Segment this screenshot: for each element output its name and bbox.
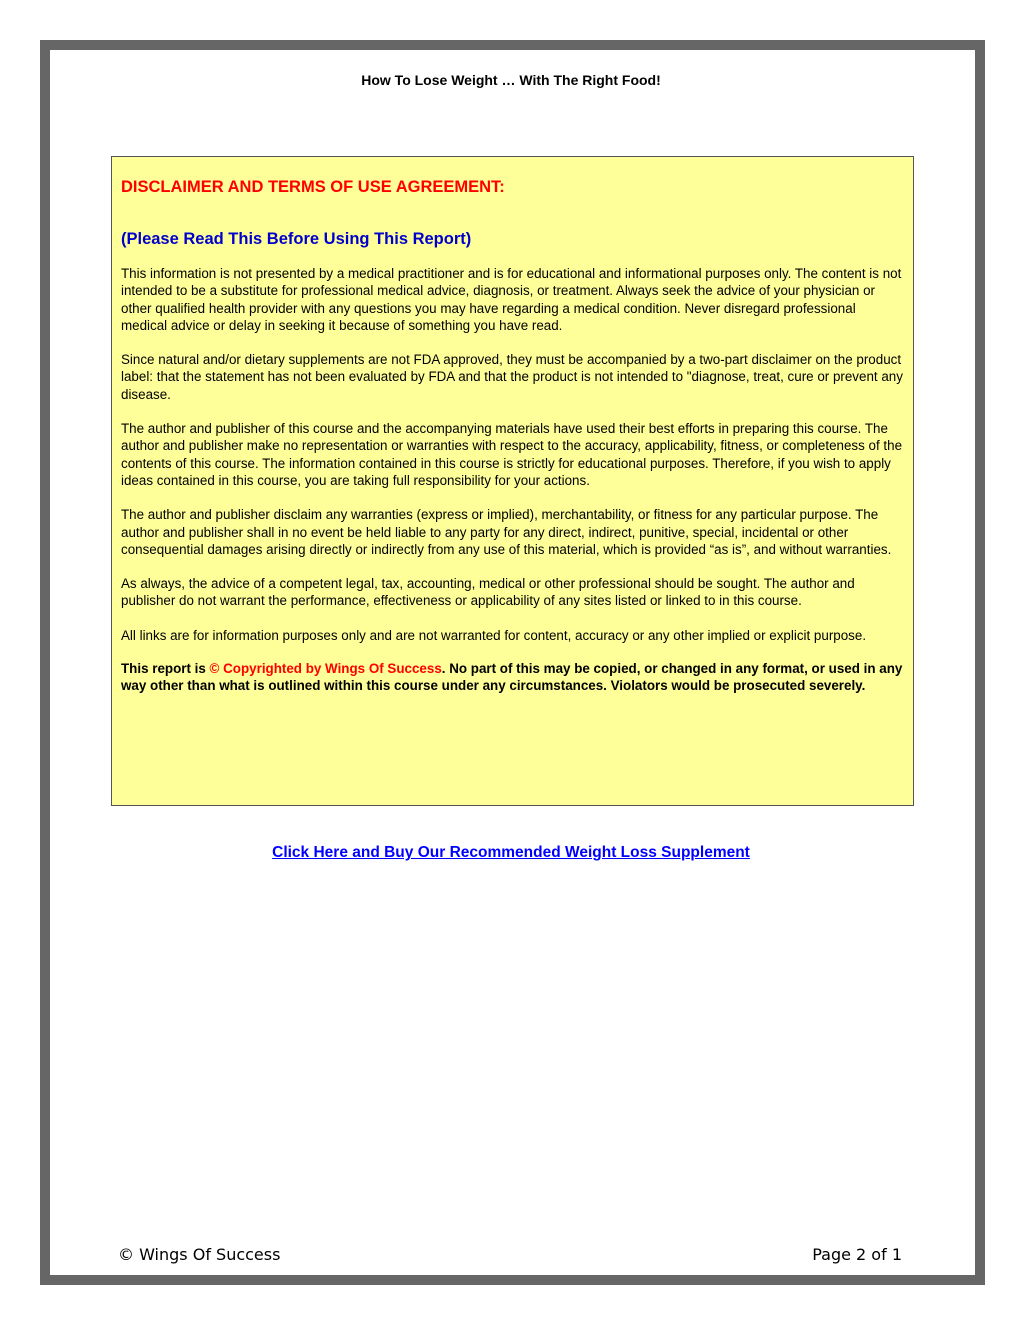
buy-supplement-link[interactable]: Click Here and Buy Our Recommended Weight Loss Supplement	[272, 844, 750, 861]
copyright-prefix: This report is	[121, 661, 210, 677]
disclaimer-paragraph: The author and publisher of this course and the accompanying materials have used their best efforts in preparing this course. The author and publisher make no representation or warranties with respect to the accuracy, applicability, fitness, or completeness of the contents of this course. The information contained in this course is strictly for educational purposes. Therefore, if you wish to apply ideas contained in this course, you are taking full responsibility for your actions.	[121, 421, 903, 488]
disclaimer-paragraph: The author and publisher disclaim any warranties (express or implied), merchantability, or fitness for any particular purpose. The author and publisher shall in no event be held liable to any party for any direct, indirect, punitive, special, incidental or other consequential damages arising directly or indirectly from any use of this material, which is provided “as is”, and without warranties.	[121, 507, 892, 557]
footer-copyright: © Wings Of Success	[118, 1245, 281, 1264]
page	[50, 50, 972, 1275]
copyright-notice	[121, 660, 904, 695]
page-header-title: How To Lose Weight … With The Right Food!	[361, 72, 661, 88]
disclaimer-paragraph: All links are for information purposes only and are not warranted for content, accuracy or any other implied or explicit purpose.	[121, 627, 867, 643]
page-frame	[40, 40, 985, 1285]
buy-link-container	[50, 844, 972, 862]
disclaimer-paragraph: Since natural and/or dietary supplements are not FDA approved, they must be accompanied by a two-part disclaimer on the product label: that the statement has not been evaluated by FDA and that the product is not intended to "diagnose, treat, cure or prevent any disease.	[121, 352, 903, 402]
disclaimer-subheading: (Please Read This Before Using This Report)	[121, 230, 472, 248]
disclaimer-paragraph: As always, the advice of a competent legal, tax, accounting, medical or other professional should be sought. The author and publisher do not warrant the performance, effectiveness or applicability of any sites listed or linked to in this course.	[121, 576, 855, 609]
disclaimer-heading: DISCLAIMER AND TERMS OF USE AGREEMENT:	[121, 178, 505, 196]
footer-page-number: Page 2 of 1	[812, 1245, 902, 1264]
copyright-highlight: © Copyrighted by Wings Of Success	[209, 661, 442, 677]
disclaimer-box	[111, 156, 914, 806]
disclaimer-paragraph: This information is not presented by a medical practitioner and is for educational and informational purposes only. The content is not intended to be a substitute for professional medical advice, diagnosis, or treatment. Always seek the advice of your physician or other qualified health provider with any questions you may have regarding a medical condition. Never disregard professional medical advice or delay in seeking it because of something you have read.	[121, 266, 902, 333]
copyright-suffix: . No part of this may be copied, or changed in any format, or used in any way other than what is outlined within this course under any circumstances. Violators would be prosecuted severely.	[121, 661, 903, 694]
